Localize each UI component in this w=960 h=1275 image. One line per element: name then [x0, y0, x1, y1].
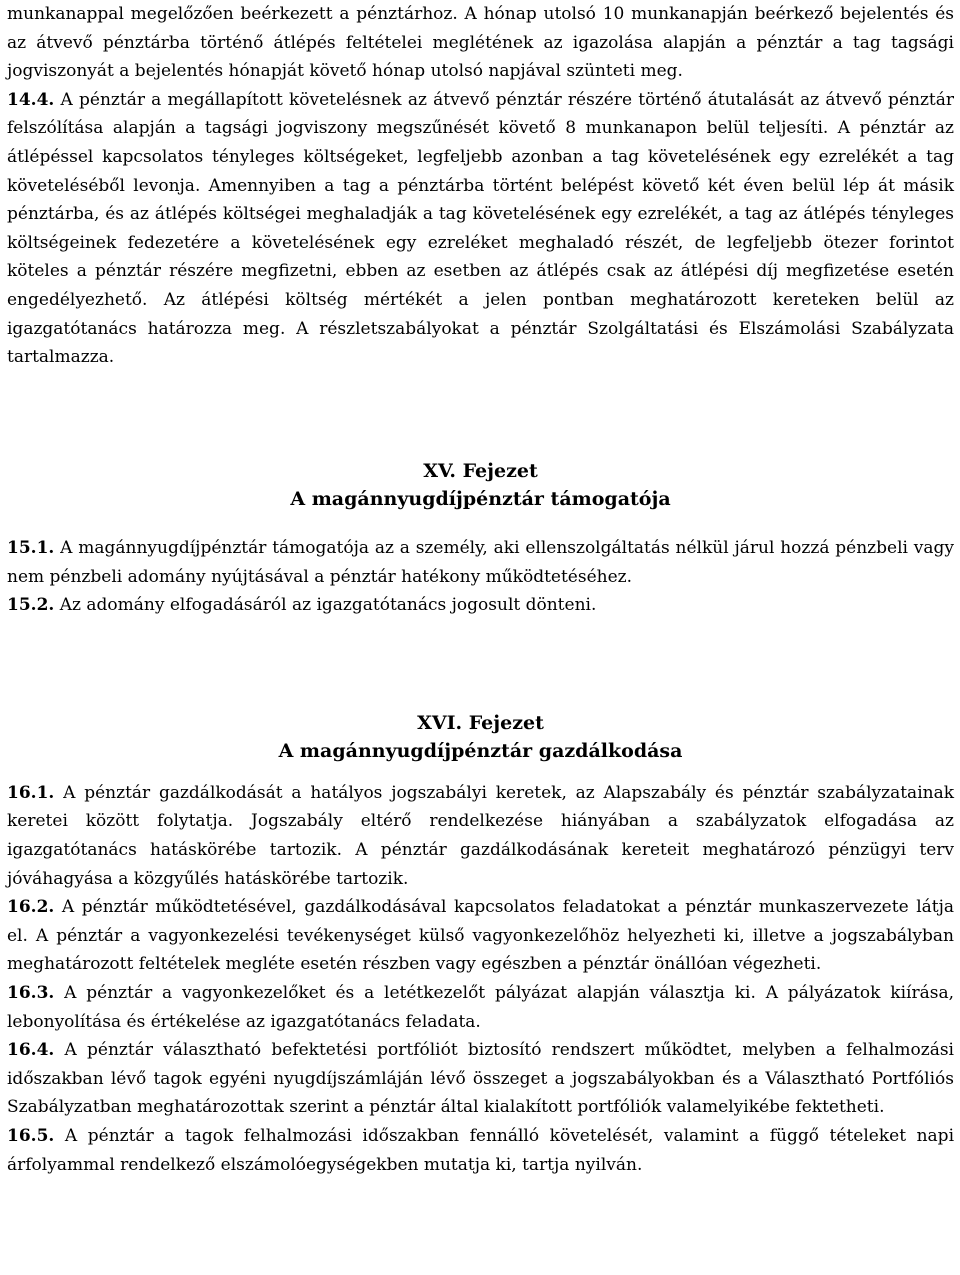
spacer	[7, 514, 954, 534]
chapter-title: A magánnyugdíjpénztár támogatója	[290, 488, 671, 511]
section-number: 16.5.	[7, 1126, 55, 1146]
paragraph-14-3-tail: munkanappal megelőzően beérkezett a pénztárhoz. A hónap utolsó 10 munkanapján beérkező bejelentés és az átvevő pénztárba történő átlépés feltételei meglétének az igazolása alapján a pénztár a tag tagsági jogviszonyát a bejelentés hónapját követő hónap utolsó napjával szünteti meg.	[7, 4, 954, 82]
section-number: 15.1.	[7, 537, 55, 558]
section-number: 16.1.	[7, 782, 55, 803]
section-text: A pénztár a vagyonkezelőket és a letétkezelőt pályázat alapján választja ki. A pályázatok kiírása, lebonyolítása és értékelése az igazgatótanács feladata.	[7, 983, 954, 1032]
section-number: 15.2.	[7, 595, 55, 616]
paragraph-16-3	[7, 979, 954, 1036]
section-number: 16.3.	[7, 983, 55, 1004]
chapter-number: XVI. Fejezet	[417, 711, 544, 734]
spacer	[7, 766, 954, 779]
paragraph-16-5	[7, 1122, 954, 1179]
section-text: A pénztár választható befektetési portfóliót biztosító rendszert működtet, melyben a felhalmozási időszakban lévő tagok egyéni nyugdíjszámláján lévő összeget a jogszabályokban és a Választható Portfóliós Szabályzatban meghatározottak szerint a pénztár által kialakított portfóliók valamelyikébe fektetheti.	[7, 1040, 954, 1118]
spacer	[7, 372, 954, 457]
paragraph-16-1	[7, 779, 954, 893]
paragraph-16-2	[7, 893, 954, 979]
paragraph-15-1	[7, 534, 954, 591]
section-text: Az adomány elfogadásáról az igazgatótanács jogosult dönteni.	[59, 595, 597, 616]
chapter-title: A magánnyugdíjpénztár gazdálkodása	[278, 740, 683, 763]
spacer	[7, 620, 954, 709]
section-text: A pénztár a tagok felhalmozási időszakban fennálló követelését, valamint a függő tételeket napi árfolyammal rendelkező elszámolóegységekben mutatja ki, tartja nyilván.	[7, 1126, 955, 1175]
paragraph-15-2	[7, 591, 954, 620]
paragraph-16-4	[7, 1036, 954, 1122]
chapter-number: XV. Fejezet	[423, 459, 538, 482]
section-number: 16.2.	[7, 897, 55, 918]
section-number: 16.4.	[7, 1040, 55, 1061]
chapter-heading-xv	[7, 457, 954, 514]
section-text: A magánnyugdíjpénztár támogatója az a személy, aki ellenszolgáltatás nélkül járul hozzá pénzbeli vagy nem pénzbeli adomány nyújtásával a pénztár hatékony működtetéséhez.	[7, 537, 954, 587]
paragraph-14-4	[7, 86, 954, 372]
section-text: A pénztár a megállapított követelésnek az átvevő pénztár részére történő átutalását az átvevő pénztár felszólítása alapján a tagsági jogviszony megszűnését követő 8 munkanapon belül teljesíti. A pénztár az átlépéssel kapcsolatos tényleges költségeket, legfeljebb azonban a tag követelésének egy ezrelékét a tag követeléséből levonja. Amennyiben a tag a pénztárba történt belépést követő két éven belül lép át másik pénztárba, és az átlépés költségei meghaladják a tag követelésének egy ezrelékét, a tag az átlépés tényleges költségeinek fedezetére a követelésének egy ezreléket meghaladó részét, de legfeljebb ötezer forintot köteles a pénztár részére megfizetni, ebben az esetben az átlépés csak az átlépési díj megfizetése esetén engedélyezhető. Az átlépési költség mértékét a jelen pontban meghatározott kereteken belül az igazgatótanács határozza meg. A részletszabályokat a pénztár Szolgáltatási és Elszámolási Szabályzata tartalmazza.	[7, 89, 954, 368]
section-text: A pénztár gazdálkodását a hatályos jogszabályi keretek, az Alapszabály és pénztár szabályzatainak keretei között folytatja. Jogszabály eltérő rendelkezése hiányában a szabályzatok elfogadása az igazgatótanács hatáskörébe tartozik. A pénztár gazdálkodásának kereteit meghatározó pénzügyi terv jóváhagyása a közgyűlés hatáskörébe tartozik.	[7, 782, 955, 889]
section-number: 14.4.	[7, 89, 55, 110]
chapter-heading-xvi	[7, 709, 954, 766]
section-text: A pénztár működtetésével, gazdálkodásával kapcsolatos feladatokat a pénztár munkaszervezete látja el. A pénztár a vagyonkezelési tevékenységet külső vagyonkezelőhöz helyezheti ki, illetve a jogszabályban meghatározott feltételek megléte esetén részben vagy egészben a pénztár önállóan végezheti.	[7, 897, 955, 975]
